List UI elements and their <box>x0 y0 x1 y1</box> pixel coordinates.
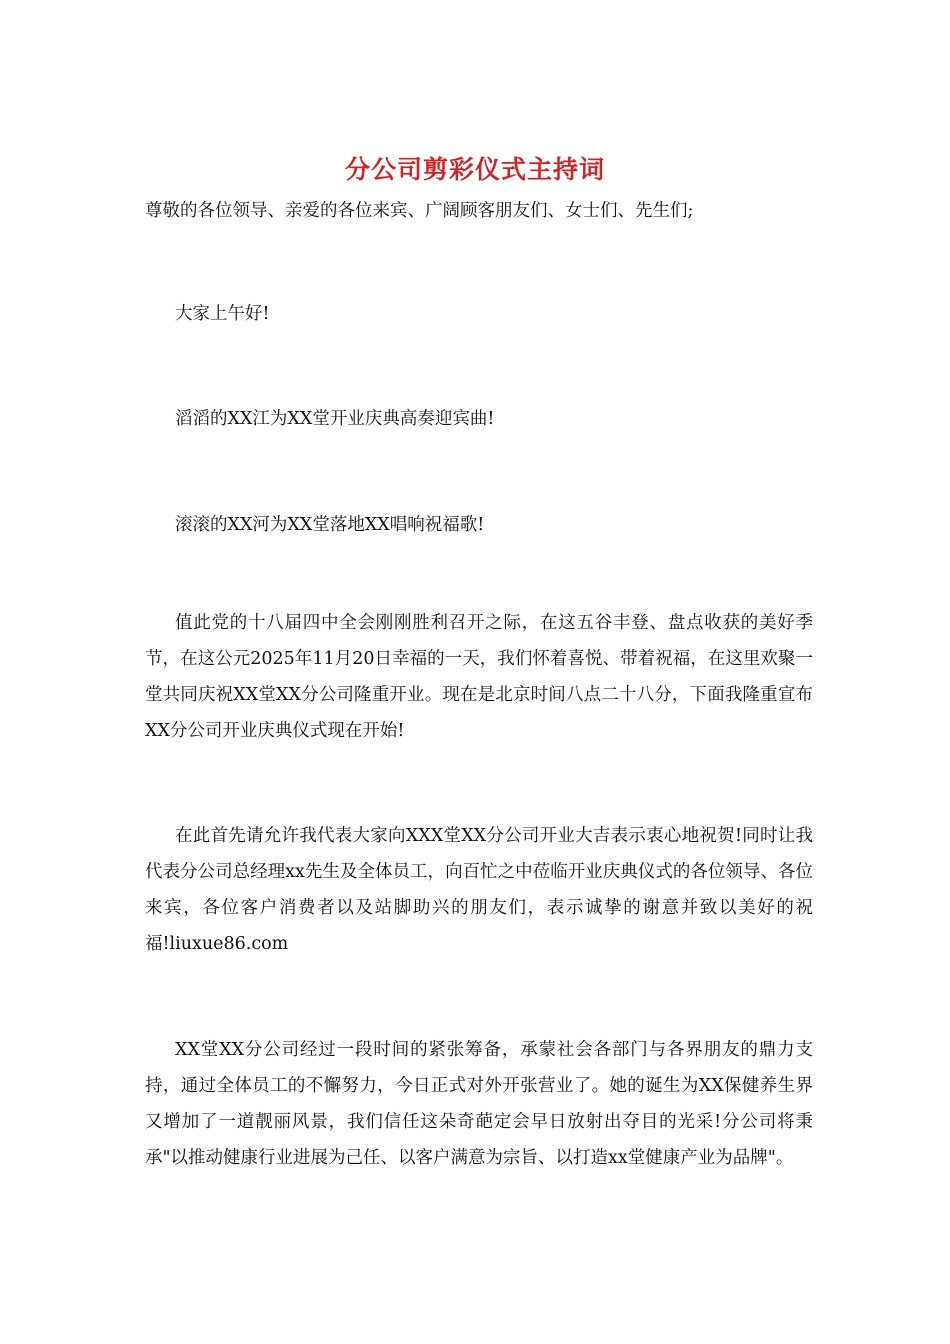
paragraph-river-welcome: 滔滔的XX江为XX堂开业庆典高奏迎宾曲! <box>175 409 495 429</box>
paragraph-river-blessing: 滚滚的XX河为XX堂落地XX唱响祝福歌! <box>175 515 485 535</box>
paragraph-greeting: 大家上午好! <box>175 304 270 324</box>
salutation: 尊敬的各位领导、亲爱的各位来宾、广阔顾客朋友们、女士们、先生们; <box>145 201 694 221</box>
paragraph-opening-announcement: 值此党的十八届四中全会刚刚胜利召开之际，在这五谷丰登、盘点收获的美好季节，在这公元2025年11月20日幸福的一天，我们怀着喜悦、带着祝福，在这里欢聚一堂共同庆祝XX堂XX分公司隆重开业。现在是北京时间八点二十八分，下面我隆重宣布XX分公司开业庆典仪式现在开始! <box>145 613 813 741</box>
document-title: 分公司剪彩仪式主持词 <box>344 155 605 184</box>
paragraph-congratulations: 在此首先请允许我代表大家向XXX堂XX分公司开业大吉表示衷心地祝贺!同时让我代表分公司总经理xx先生及全体员工，向百忙之中莅临开业庆典仪式的各位领导、各位来宾，各位客户消费者以及站脚助兴的朋友们，表示诚挚的谢意并致以美好的祝福!liuxue86.com <box>145 826 813 954</box>
paragraph-company-intro: XX堂XX分公司经过一段时间的紧张筹备，承蒙社会各部门与各界朋友的鼎力支持，通过全体员工的不懈努力，今日正式对外开张营业了。她的诞生为XX保健养生界又增加了一道靓丽风景，我们信任这朵奇葩定会早日放射出夺目的光采!分公司将秉承"以推动健康行业进展为己任、以客户满意为宗旨、以打造xx堂健康产业为品牌"。 <box>145 1040 813 1168</box>
